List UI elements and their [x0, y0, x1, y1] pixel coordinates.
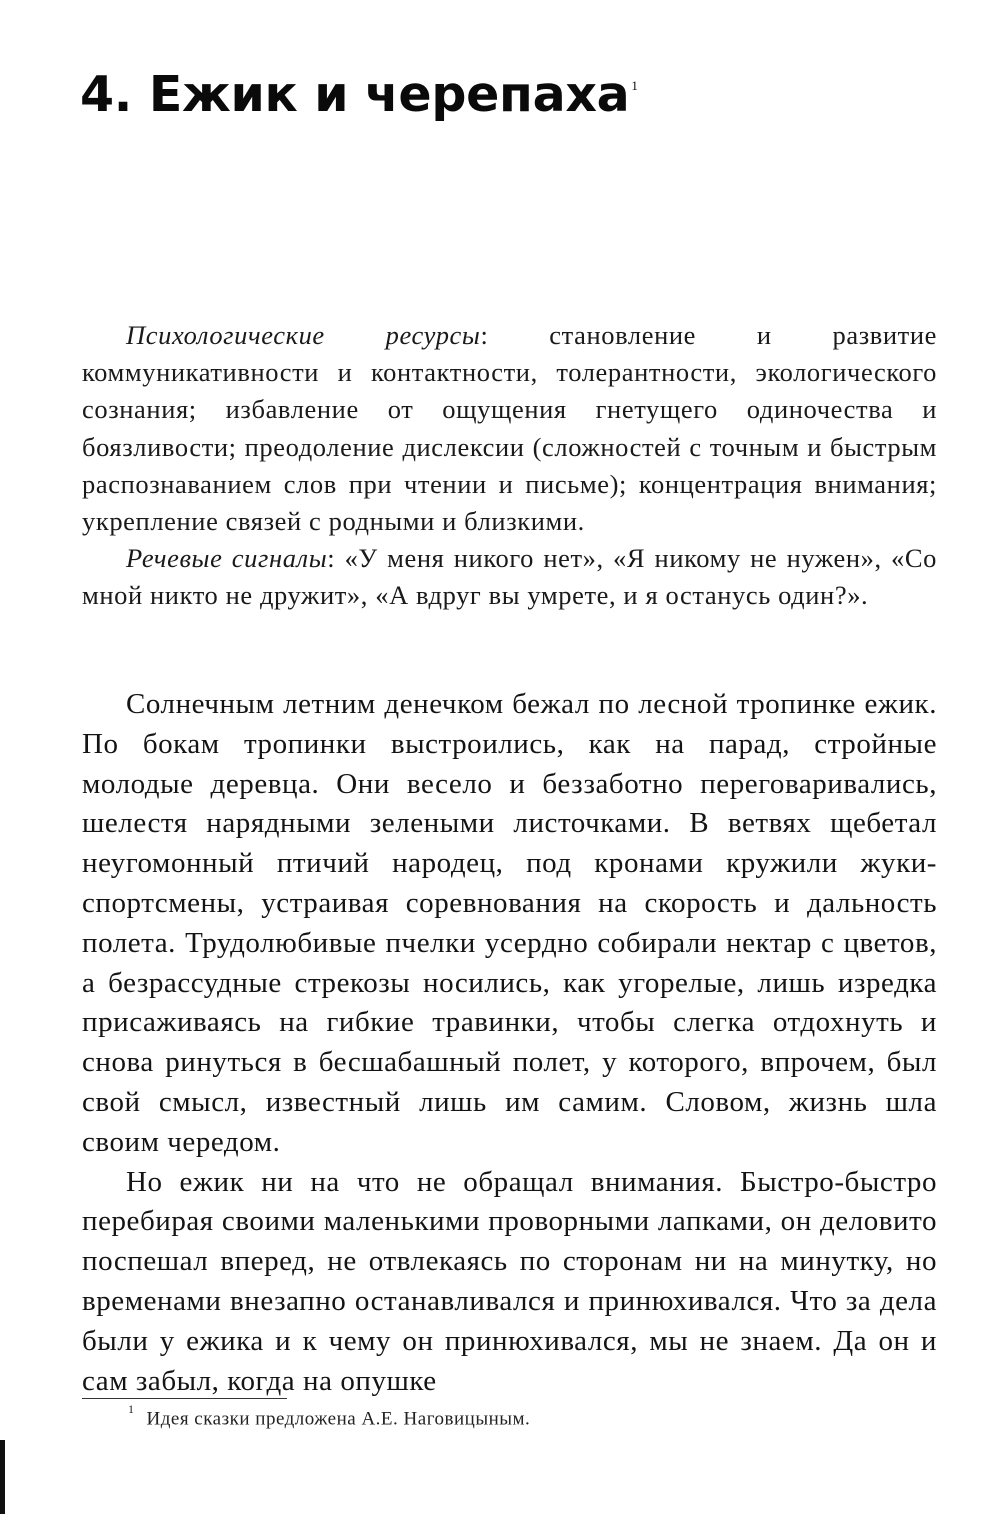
page-edge-shadow [0, 1440, 5, 1514]
speech-signals-paragraph [82, 540, 937, 614]
psychological-resources-text: : становление и развитие коммуникативности и контактности, толерантности, экологического сознания; избавление от ощущения гнетущего одиночества и боязливости; преодоление дислексии (сложностей с точным и быстрым распознаванием слов при чтении и письме); концентрация внимания; укрепление связей с родными и близкими. [82, 320, 937, 537]
footnote-reference[interactable]: 1 [631, 78, 638, 93]
chapter-intro [82, 317, 937, 615]
speech-signals-text: : «У меня никого нет», «Я никому не нужен», «Со мной никто не дружит», «А вдруг вы умрете, и я останусь один?». [82, 543, 937, 611]
story-paragraph: Но ежик ни на что не обращал внимания. Быстро-быстро перебирая своими маленькими проворными лапками, он деловито поспешал вперед, не отвлекаясь по сторонам ни на минутку, но временами внезапно останавливался и принюхивался. Что за дела были у ежика и к чему он принюхивался, мы не знаем. Да он и сам забыл, когда на опушке [82, 1165, 937, 1397]
psychological-resources-label: Психологические ресурсы [126, 320, 481, 350]
chapter-title [80, 66, 636, 123]
chapter-title-text: 4. Ежик и черепаха [80, 66, 630, 123]
footnote-text: Идея сказки предложена А.Е. Наговицыным. [146, 1408, 531, 1430]
footnote-divider [82, 1398, 287, 1399]
story-paragraph: Солнечным летним денечком бежал по лесной тропинке ежик. По бокам тропинки выстроились, как на парад, стройные молодые деревца. Они весело и беззаботно переговаривались, шелестя нарядными зелеными листочками. В ветвях щебетал неугомонный птичий народец, под кронами кружили жуки-спортсмены, устраивая соревнования на скорость и дальность полета. Трудолюбивые пчелки усердно собирали нектар с цветов, а безрассудные стрекозы носились, как угорелые, лишь изредка присаживаясь на гибкие травинки, чтобы слегка отдохнуть и снова ринуться в бесшабашный полет, у которого, впрочем, был свой смысл, известный лишь им самим. Словом, жизнь шла своим чередом. [82, 688, 937, 1158]
footnote [128, 1402, 531, 1430]
footnote-marker: 1 [128, 1402, 135, 1416]
speech-signals-label: Речевые сигналы [126, 543, 328, 574]
psychological-resources-paragraph [82, 317, 937, 540]
story-text [82, 685, 937, 1401]
